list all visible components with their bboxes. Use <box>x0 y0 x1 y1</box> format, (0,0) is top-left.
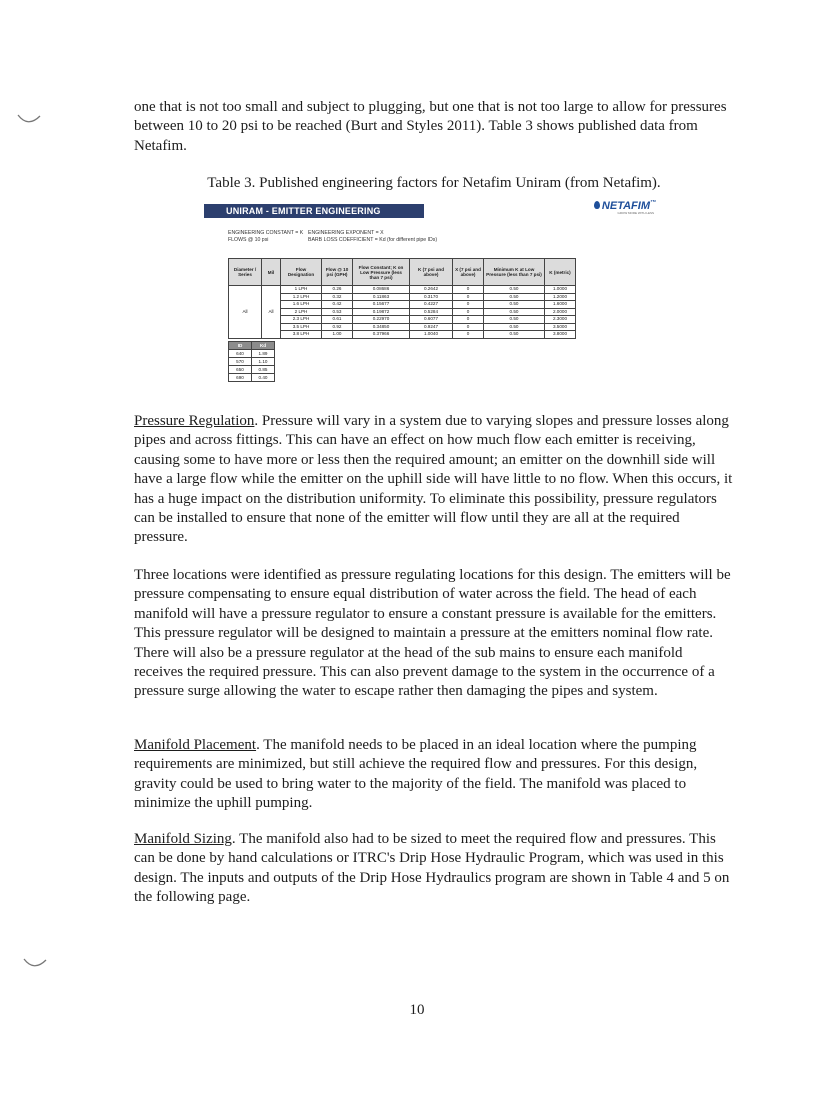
kd-row: 650 0.85 <box>229 366 275 374</box>
page-number: 10 <box>409 1002 425 1018</box>
regulating-locations-paragraph: Three locations were identified as pressure regulating locations for this design. The emitters will be pressure compensating to ensure equal distribution of water across the field. The head of each manifold will have a pressure regulator to ensure a constant pressure is available for the emitters. This pressure regulator will be designed to maintain a pressure at the emitters nominal flow rate. There will also be a pressure regulator at the head of the sub mains to ensure each manifold receives the required pressure. This can also prevent damage to the system in the occurrence of a pressure surge allowing the water to escape rather then damaging the pipes and system. <box>134 567 731 700</box>
binder-hole-mark-top <box>16 112 42 126</box>
table-row: 3.8 LPH 1.00 0.37966 1.0040 0 0.50 3.8000 <box>229 331 576 339</box>
kd-row: 570 1.10 <box>229 358 275 366</box>
table-caption: Table 3. Published engineering factors for Netafim Uniram (from Netafim). <box>207 175 661 191</box>
merged-diameter-cell: All <box>229 286 262 339</box>
constants-right: ENGINEERING EXPONENT = X BARB LOSS COEFFICIENT = Kd (for different pipe IDs) <box>308 230 438 243</box>
kd-row: 640 1.89 <box>229 350 275 358</box>
table-row: 1.2 LPH 0.32 0.11863 0.3170 0 0.50 1.2000 <box>229 293 576 301</box>
binder-hole-mark-bottom <box>22 956 48 970</box>
table-row: 2 LPH 0.53 0.19872 0.5284 0 0.50 2.0000 <box>229 308 576 316</box>
intro-paragraph: one that is not too small and subject to plugging, but one that is not too large to allow for pressures between 10 to 20 psi to be reached (Burt and Styles 2011). Table 3 shows published data from Netafim. <box>134 99 727 154</box>
table-row: 1.6 LPH 0.42 0.15677 0.4227 0 0.50 1.6000 <box>229 301 576 309</box>
netafim-logo: NETAFIM™ GROW MORE WITH LESS <box>594 200 656 220</box>
table-row: 2.3 LPH 0.61 0.22970 0.6077 0 0.50 2.3000 <box>229 316 576 324</box>
kd-row: 690 0.40 <box>229 374 275 382</box>
table-row: All All 1 LPH 0.26 0.08686 0.2642 0 0.50 1.0000 <box>229 286 576 294</box>
netafim-engineering-factors-figure <box>204 200 660 390</box>
manifold-placement-paragraph <box>134 736 734 814</box>
manifold-sizing-paragraph <box>134 830 734 908</box>
table-header-row: Diameter / Series Mil Flow Designation Flow @ 10 psi (GPH) Flow Constant; K on Low Pressure (less than 7 psi) K (7 psi and above) X (7 psi and above) Minimum K at Low Pressure (less than 7 psi) K (metric) <box>229 259 576 286</box>
manifold-placement-text: . The manifold needs to be placed in an ideal location where the pumping requirements are minimized, but still achieve the required flow and pressures. For this design, gravity could be used to bring water to the majority of the field. The manifold was placed to minimize the uphill pumping. <box>134 737 698 812</box>
barb-loss-coefficient-table <box>228 341 275 382</box>
pressure-regulation-text: . Pressure will vary in a system due to varying slopes and pressure losses along pipes and across fittings. This can have an effect on how much flow each emitter is receiving, causing some to have more or less then the required amount; an emitter on the downhill side will have a large flow while the emitter on the uphill side will have little to no flow. When this occurs, it has a huge impact on the distribution uniformity. To eliminate this possibility, pressure regulators can be installed to ensure that none of the emitter will flow until they are all at the required pressure. <box>134 413 733 546</box>
engineering-factors-table <box>228 258 576 339</box>
manifold-sizing-text: . The manifold also had to be sized to meet the required flow and pressures. This can be done by hand calculations or ITRC's Drip Hose Hydraulic Program, which was used in this design. The inputs and outputs of the Drip Hose Hydraulics program are shown in Table 4 and 5 on the following page. <box>134 831 730 906</box>
manifold-placement-heading: Manifold Placement <box>134 737 257 753</box>
table-row: 3.5 LPH 0.92 0.34850 0.9247 0 0.50 3.5000 <box>229 323 576 331</box>
manifold-sizing-heading: Manifold Sizing <box>134 831 232 847</box>
pressure-regulation-heading: Pressure Regulation <box>134 413 255 429</box>
merged-mil-cell: All <box>262 286 281 339</box>
water-drop-icon <box>594 201 600 209</box>
pressure-regulation-paragraph <box>134 412 734 548</box>
kd-header-row: ID Kd <box>229 342 275 350</box>
constants-left: ENGINEERING CONSTANT = K FLOWS @ 10 psi <box>228 230 304 243</box>
figure-banner: UNIRAM - EMITTER ENGINEERING FACTORS <box>204 204 424 218</box>
